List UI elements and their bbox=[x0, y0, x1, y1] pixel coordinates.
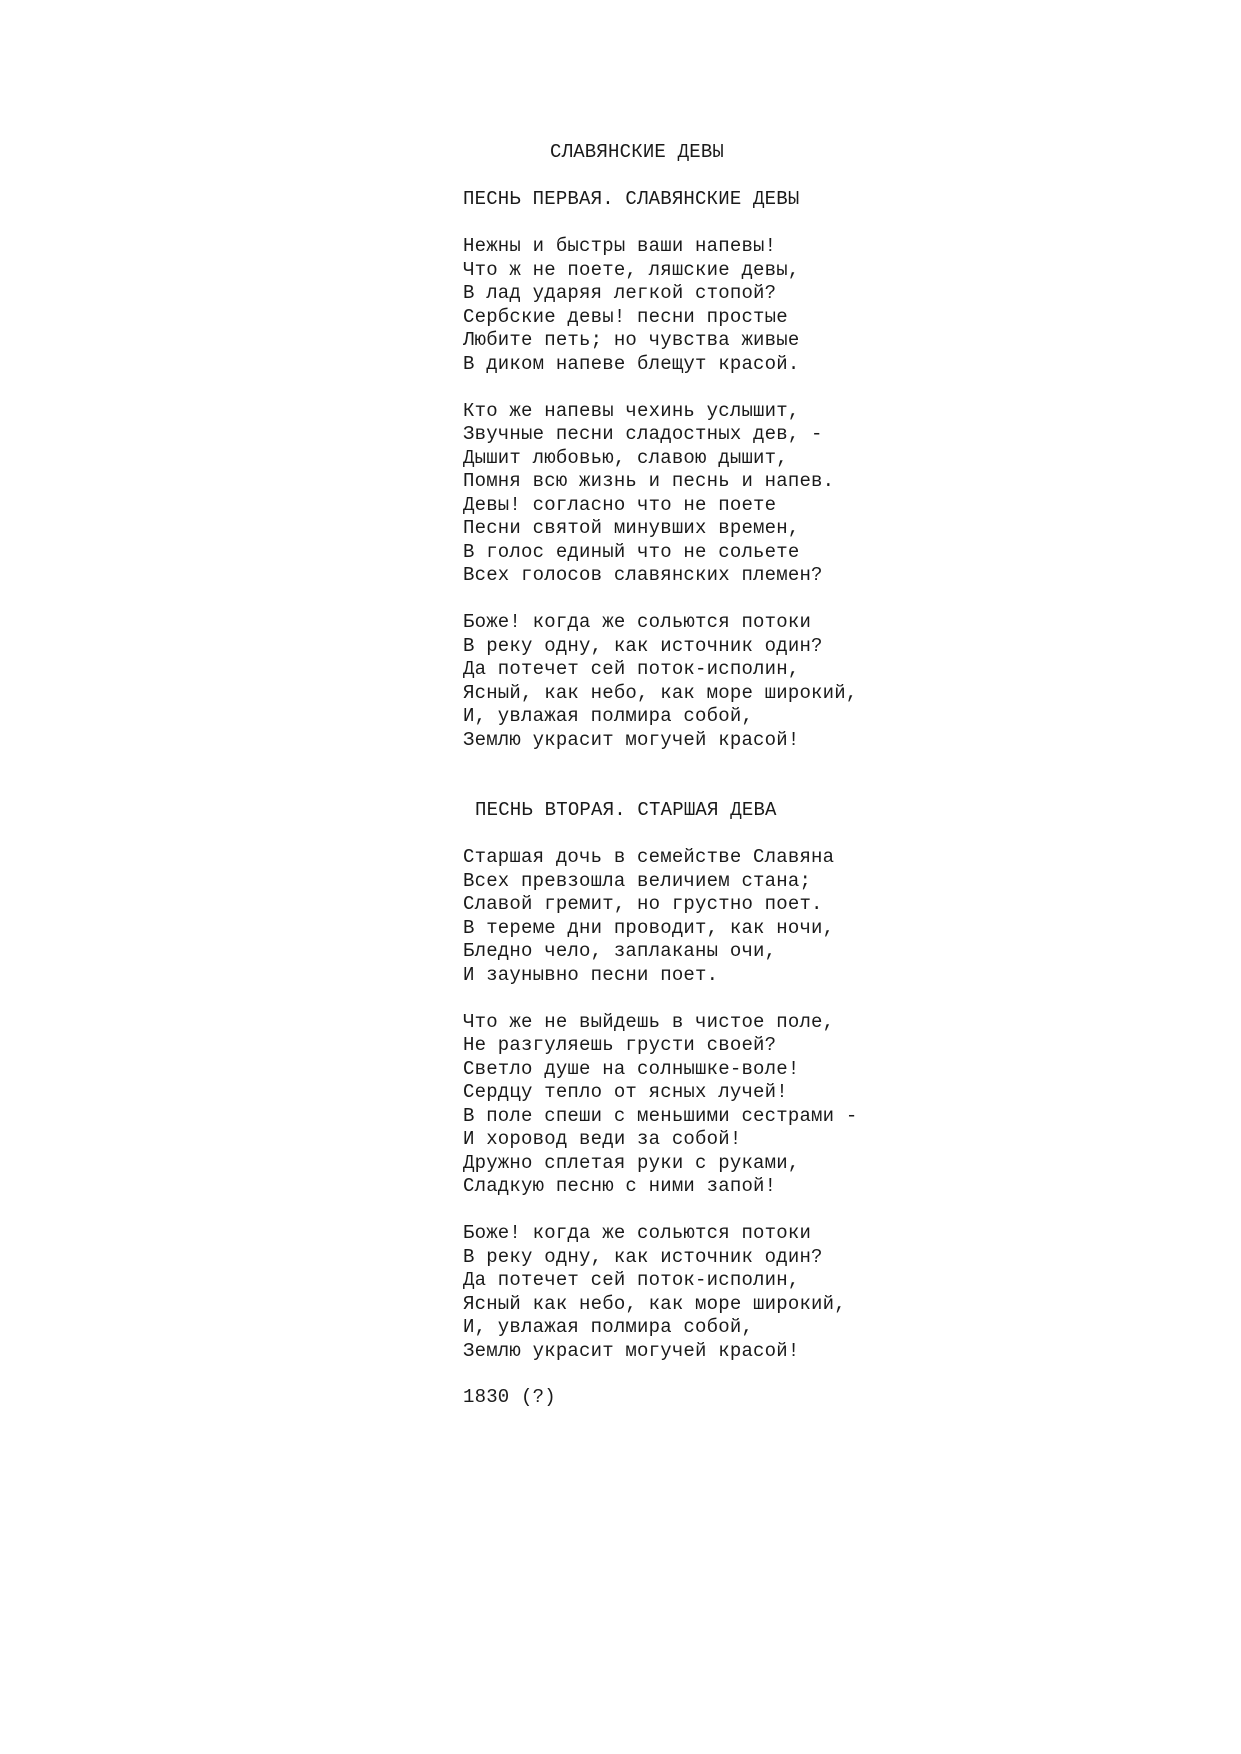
poem-line: Кто же напевы чехинь услышит, bbox=[463, 399, 800, 422]
poem-line: Всех превзошла величием стана; bbox=[463, 869, 812, 892]
poem-line: В лад ударяя легкой стопой? bbox=[463, 282, 777, 304]
song1-heading: ПЕСНЬ ПЕРВАЯ. СЛАВЯНСКИЕ ДЕВЫ bbox=[463, 188, 800, 210]
poem-line: Сладкую песню с ними запой! bbox=[463, 1175, 777, 1197]
poem-line: И, увлажая полмира собой, bbox=[463, 1316, 754, 1338]
poem-line: Девы! согласно что не поете bbox=[463, 493, 777, 516]
poem-line: Нежны и быстры ваши напевы! bbox=[463, 235, 777, 257]
poem-line: Сердцу тепло от ясных лучей! bbox=[463, 1081, 788, 1103]
poem-line: Бледно чело, заплаканы очи, bbox=[463, 940, 777, 962]
poem-line: В тереме дни проводит, как ночи, bbox=[463, 916, 835, 939]
poem-line: И, увлажая полмира собой, bbox=[463, 705, 754, 727]
poem-line: Не разгуляешь грусти своей? bbox=[463, 1034, 777, 1056]
poem-line: Ясный, как небо, как море широкий, bbox=[463, 681, 858, 704]
poem-line: В поле спеши с меньшими сестрами - bbox=[463, 1104, 858, 1127]
poem-line: Ясный как небо, как море широкий, bbox=[463, 1292, 846, 1315]
poem-line: Дышит любовью, славою дышит, bbox=[463, 446, 788, 469]
poem-line: Землю украсит могучей красой! bbox=[463, 1339, 800, 1362]
poem-line: Старшая дочь в семействе Славяна bbox=[463, 846, 835, 868]
poem-line: Славой гремит, но грустно поет. bbox=[463, 893, 823, 915]
poem-line: Землю украсит могучей красой! bbox=[463, 728, 800, 751]
poem-line: Боже! когда же сольются потоки bbox=[463, 611, 812, 633]
poem-line: Песни святой минувших времен, bbox=[463, 517, 800, 539]
poem-line: И заунывно песни поет. bbox=[463, 963, 719, 986]
song2-heading: ПЕСНЬ ВТОРАЯ. СТАРШАЯ ДЕВА bbox=[475, 799, 777, 821]
poem-date: 1830 (?) bbox=[463, 1386, 556, 1408]
poem-line: Сербские девы! песни простые bbox=[463, 305, 788, 328]
poem-line: Всех голосов славянских племен? bbox=[463, 564, 823, 586]
poem-line: Дружно сплетая руки с руками, bbox=[463, 1151, 800, 1174]
poem-line: В реку одну, как источник один? bbox=[463, 634, 823, 657]
poem-line: Светло душе на солнышке-воле! bbox=[463, 1057, 800, 1080]
poem-line: В реку одну, как источник один? bbox=[463, 1245, 823, 1268]
poem-line: Что же не выйдешь в чистое поле, bbox=[463, 1010, 835, 1033]
poem-line: В диком напеве блещут красой. bbox=[463, 352, 800, 375]
document-title: СЛАВЯНСКИЕ ДЕВЫ bbox=[550, 141, 725, 163]
poem-line: Звучные песни сладостных дев, - bbox=[463, 423, 823, 445]
poem-line: Любите петь; но чувства живые bbox=[463, 329, 800, 351]
poem-line: Что ж не поете, ляшские девы, bbox=[463, 258, 800, 281]
poem-line: Помня всю жизнь и песнь и напев. bbox=[463, 470, 835, 492]
poem-line: Боже! когда же сольются потоки bbox=[463, 1222, 812, 1244]
poem-line: В голос единый что не сольете bbox=[463, 540, 800, 563]
poem-line: Да потечет сей поток-исполин, bbox=[463, 658, 800, 680]
poem-line: И хоровод веди за собой! bbox=[463, 1128, 742, 1150]
poem-line: Да потечет сей поток-исполин, bbox=[463, 1269, 800, 1291]
